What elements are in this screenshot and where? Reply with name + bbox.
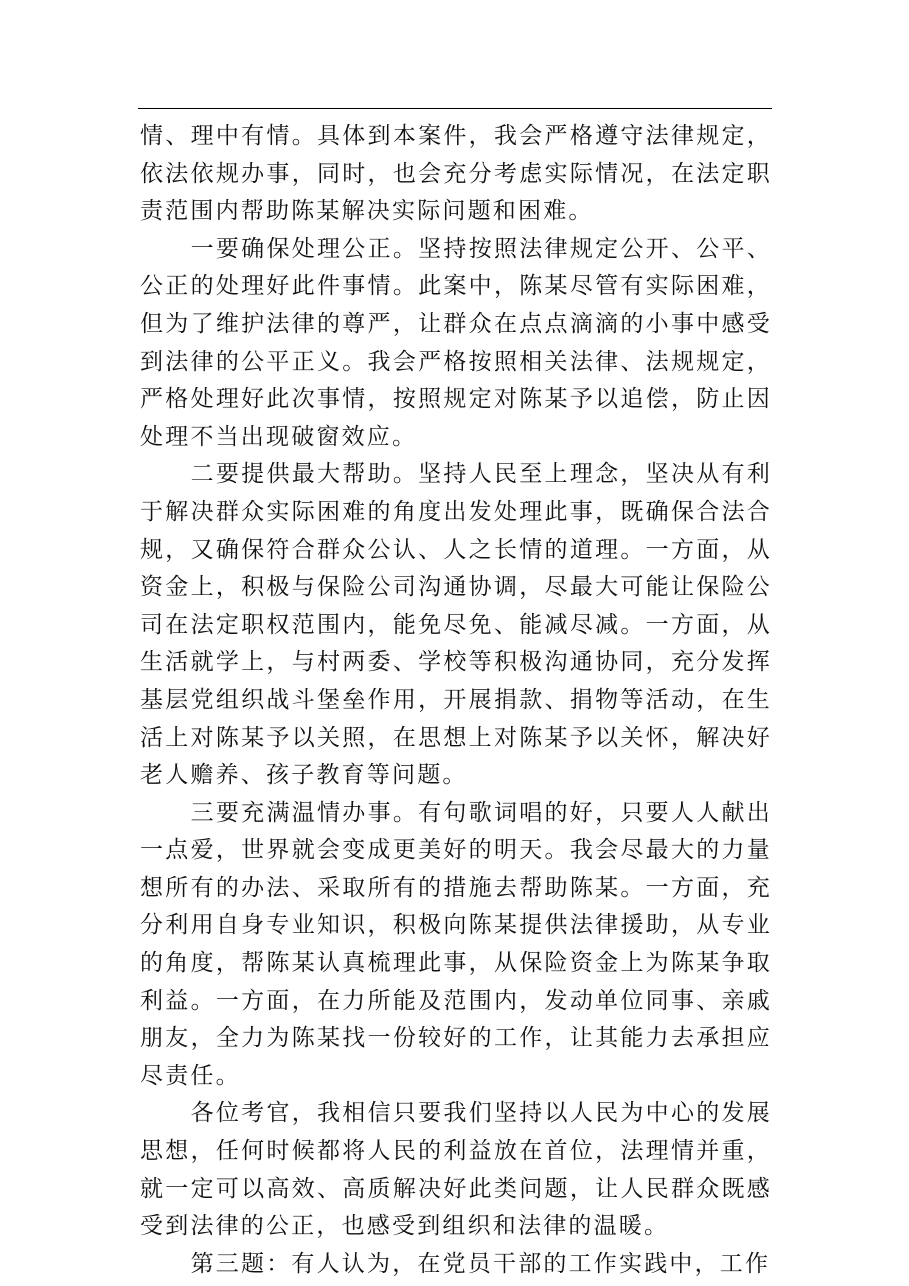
paragraph-point-three: 三要充满温情办事。有句歌词唱的好，只要人人献出一点爱，世界就会变成更美好的明天。我会尽最大的力量想所有的办法、采取所有的措施去帮助陈某。一方面，充分利用自身专业知识，积极向陈某提供法律援助，从专业的角度，帮陈某认真梳理此事，从保险资金上为陈某争取利益。一方面，在力所能及范围内，发动单位同事、亲戚朋友，全力为陈某找一份较好的工作，让其能力去承担应尽责任。 bbox=[140, 799, 772, 1089]
paragraph-continuation: 情、理中有情。具体到本案件，我会严格遵守法律规定，依法依规办事，同时，也会充分考虑实际情况，在法定职责范围内帮助陈某解决实际问题和困难。 bbox=[140, 123, 772, 225]
paragraph-point-one: 一要确保处理公正。坚持按照法律规定公开、公平、公正的处理好此件事情。此案中，陈某尽管有实际困难，但为了维护法律的尊严，让群众在点点滴滴的小事中感受到法律的公平正义。我会严格按照相关法律、法规规定，严格处理好此次事情，按照规定对陈某予以追偿，防止因处理不当出现破窗效应。 bbox=[140, 235, 772, 450]
paragraph-point-two: 二要提供最大帮助。坚持人民至上理念，坚决从有利于解决群众实际困难的角度出发处理此事，既确保合法合规，又确保符合群众公认、人之长情的道理。一方面，从资金上，积极与保险公司沟通协调，尽最大可能让保险公司在法定职权范围内，能免尽免、能减尽减。一方面，从生活就学上，与村两委、学校等积极沟通协同，充分发挥基层党组织战斗堡垒作用，开展捐款、捐物等活动，在生活上对陈某予以关照，在思想上对陈某予以关怀，解决好老人赡养、孩子教育等问题。 bbox=[140, 461, 772, 789]
paragraph-question-three: 第三题：有人认为，在党员干部的工作实践中，工作 bbox=[190, 1250, 771, 1277]
document-body bbox=[140, 118, 772, 1283]
header-rule bbox=[138, 108, 772, 109]
paragraph-conclusion: 各位考官，我相信只要我们坚持以人民为中心的发展思想，任何时候都将人民的利益放在首位，法理情并重，就一定可以高效、高质解决好此类问题，让人民群众既感受到法律的公正，也感受到组织和法律的温暖。 bbox=[140, 1100, 772, 1240]
